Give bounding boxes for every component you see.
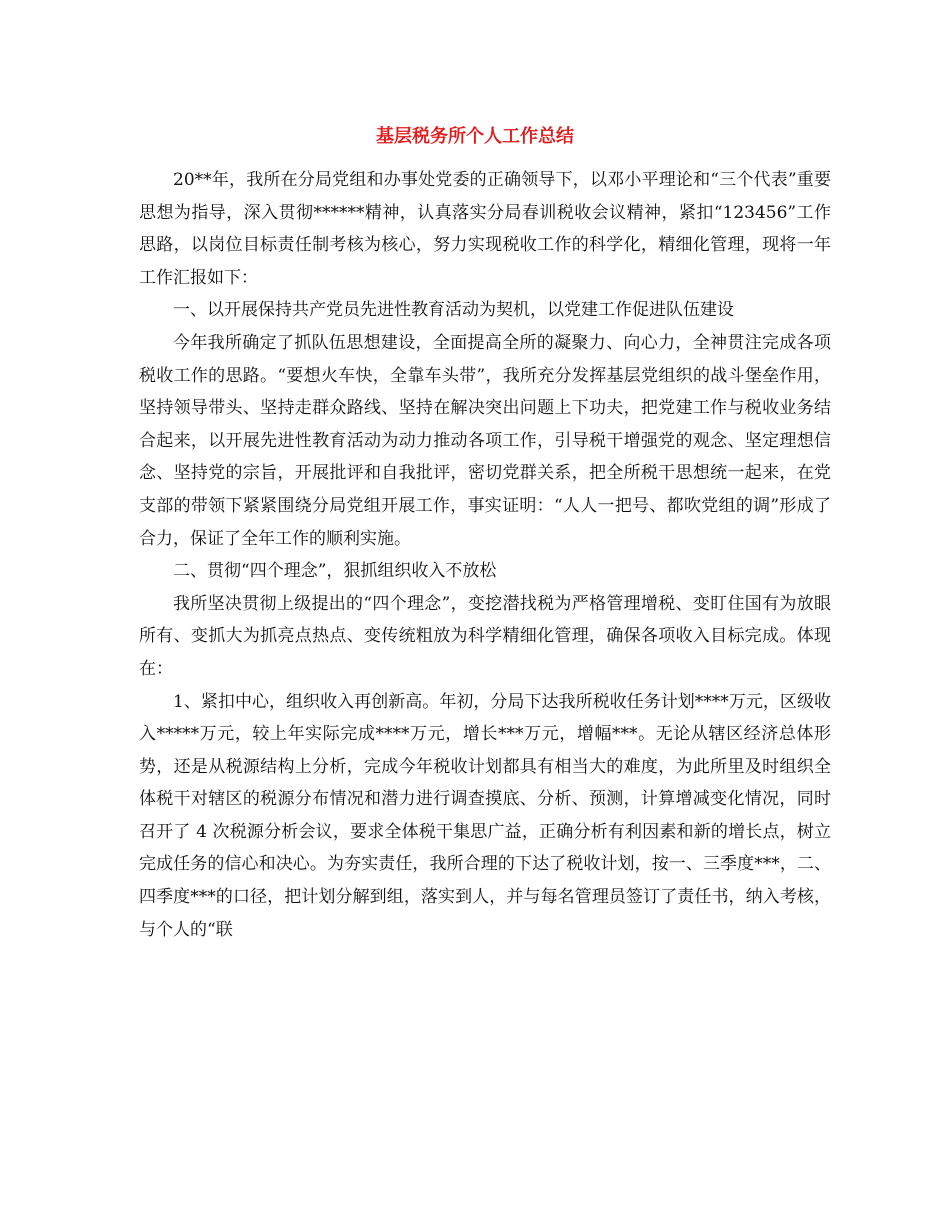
paragraph-intro: 20**年，我所在分局党组和办事处党委的正确领导下，以邓小平理论和“三个代表”重要思想为指导，深入贯彻******精神，认真落实分局春训税收会议精神，紧扣“123456”工作思路，以岗位目标责任制考核为核心，努力实现税收工作的科学化，精细化管理，现将一年工作汇报如下： [139, 170, 831, 288]
paragraph-party-building: 今年我所确定了抓队伍思想建设，全面提高全所的凝聚力、向心力，全神贯注完成各项税收工作的思路。“要想火车快，全靠车头带”，我所充分发挥基层党组织的战斗堡垒作用，坚持领导带头、坚持走群众路线、坚持在解决突出问题上下功夫，把党建工作与税收业务结合起来，以开展先进性教育活动为动力推动各项工作，引导税干增强党的观念、坚定理想信念、坚持党的宗旨，开展批评和自我批评，密切党群关系，把全所税干思想统一起来，在党支部的带领下紧紧围绕分局党组开展工作，事实证明：“人人一把号、都吹党组的调”形成了合力，保证了全年工作的顺利实施。 [139, 332, 831, 549]
paragraph-four-concepts: 我所坚决贯彻上级提出的“四个理念”，变挖潜找税为严格管理增税、变盯住国有为放眼所有、变抓大为抓亮点热点、变传统粗放为科学精细化管理，确保各项收入目标完成。体现在： [139, 593, 831, 679]
document-body [139, 164, 831, 946]
section-heading-1: 一、以开展保持共产党员先进性教育活动为契机，以党建工作促进队伍建设 [173, 300, 734, 321]
document-title: 基层税务所个人工作总结 [376, 126, 574, 147]
section-heading-2: 二、贯彻“四个理念”，狠抓组织收入不放松 [173, 561, 497, 582]
paragraph-revenue: 1、紧扣中心，组织收入再创新高。年初，分局下达我所税收任务计划****万元，区级收入*****万元，较上年实际完成****万元，增长***万元，增幅***。无论从辖区经济总体形势，还是从税源结构上分析，完成今年税收计划都具有相当大的难度，为此所里及时组织全体税干对辖区的税源分布情况和潜力进行调查摸底、分析、预测，计算增减变化情况，同时召开了 4 次税源分析会议，要求全体税干集思广益，正确分析有利因素和新的增长点，树立完成任务的信心和决心。为夯实责任，我所合理的下达了税收计划，按一、三季度***，二、四季度***的口径，把计划分解到组，落实到人，并与每名管理员签订了责任书，纳入考核，与个人的“联 [139, 691, 831, 940]
